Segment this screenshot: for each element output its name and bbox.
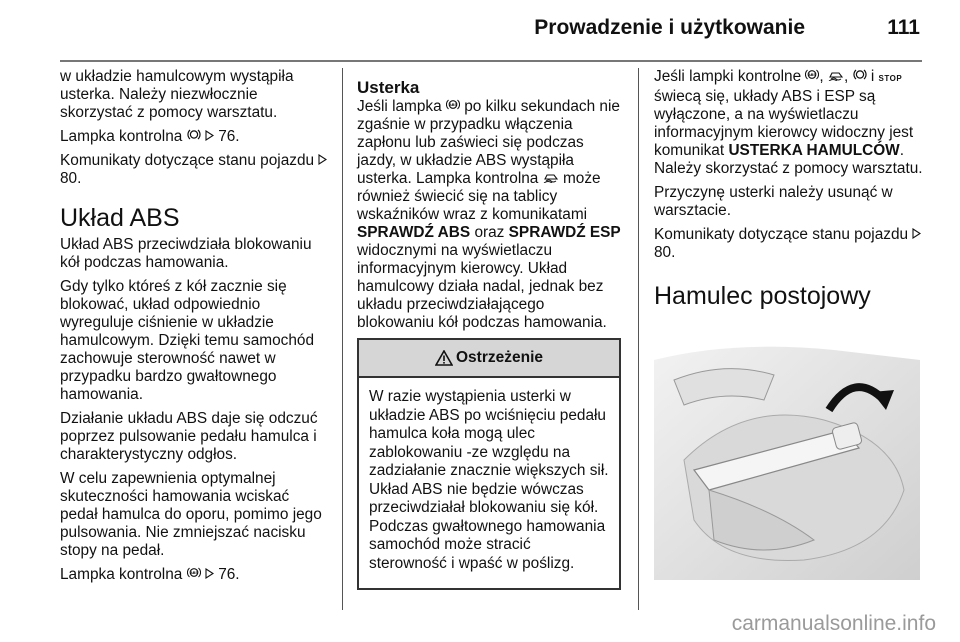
paragraph: Gdy tylko któreś z kół zacznie się blokować, układ odpowiednio wyreguluje ciśnienie w układzie hamulcowym. Dzięki temu samochód zachowuje sterowność nawet w przypadku bardzo gwałtownego hamowania. [60, 278, 315, 403]
page-reference-arrow-icon [912, 226, 921, 244]
vehicle-messages-reference: Komunikaty dotyczące stanu pojazdu 80. [60, 152, 330, 188]
paragraph: Układ ABS przeciwdziała blokowaniu kół podczas hamowania. [60, 236, 312, 271]
abs-lamp-icon [446, 98, 460, 116]
brake-lamp-icon [187, 128, 201, 146]
watermark: carmanualsonline.info [731, 612, 936, 635]
header-title: Prowadzenie i użytkowanie [534, 16, 805, 39]
parking-brake-illustration [654, 340, 920, 580]
warning-box [357, 338, 621, 590]
svg-text:ABS: ABS [189, 571, 198, 575]
esp-car-icon [543, 170, 559, 188]
page-reference-arrow-icon [318, 152, 327, 170]
column-3 [654, 68, 924, 314]
paragraph: Jeśli lampka ABS po kilku sekundach nie zgaśnie w przypadku włączenia zapłonu lub zaświeci się podczas jazdy, w układzie ABS wystąpiła usterka. Lampka kontrolna może również świecić się na tablicy wskaźników wraz z komunikatami SPRAWDŹ ABS oraz SPRAWDŹ ESP widocznymi na wyświetlaczu informacyjnym kierowcy. Układ hamulcowy działa nadal, jednak bez układu przeciwdziałającego blokowaniu kół podczas hamowania. [357, 98, 621, 331]
warning-triangle-icon [435, 350, 453, 366]
vehicle-messages-reference: Komunikaty dotyczące stanu pojazdu 80. [654, 226, 924, 262]
page-reference-arrow-icon [205, 566, 214, 584]
subsection-heading-fault: Usterka [357, 78, 420, 97]
brake-lamp-icon [853, 68, 867, 86]
paragraph: W celu zapewnienia optymalnej skuteczności hamowania wciskać pedał hamulca do oporu, pomimo jego pulsowania. Nie zmniejszać nacisku stopy na pedał. [60, 470, 322, 559]
lamp-reference: Lampka kontrolna 76. [60, 128, 240, 145]
svg-text:ABS: ABS [808, 73, 817, 77]
section-heading-parking-brake: Hamulec postojowy [654, 282, 871, 310]
column-divider [342, 68, 343, 610]
page-header [40, 14, 920, 50]
warning-text: W razie wystąpienia usterki w układzie ABS po wciśnięciu pedału hamulca koła mogą ulec zablokowaniu -ze względu na zadziałanie znacznie większych sił. Układ ABS nie będzie wówczas przeciwdziałał blokowaniu się kół. Podczas gwałtownego hamowania samochód może stracić sterowność i wpaść w poślizg. [369, 388, 609, 572]
esp-car-icon [828, 68, 844, 86]
paragraph: Działanie układu ABS daje się odczuć poprzez pulsowanie pedału hamulca i charakterystyczny odgłos. [60, 410, 318, 463]
warning-title: Ostrzeżenie [455, 349, 543, 366]
page-reference-arrow-icon [205, 128, 214, 146]
message-check-abs: SPRAWDŹ ABS [357, 224, 471, 241]
message-check-esp: SPRAWDŹ ESP [508, 224, 621, 241]
column-1 [60, 68, 330, 590]
column-divider [638, 68, 639, 610]
svg-text:ABS: ABS [449, 103, 457, 107]
message-brake-fault: USTERKA HAMULCÓW [728, 142, 900, 159]
lamp-reference: Lampka kontrolna ABS 76. [60, 566, 240, 583]
header-rule [60, 60, 922, 62]
stop-lamp-icon: STOP [878, 74, 903, 83]
column-2 [357, 68, 625, 338]
paragraph: Jeśli lampki kontrolne ABS , , i STOP świecą się, układy ABS i ESP są wyłączone, a na wyświetlaczu informacyjnym kierowcy widoczny jest komunikat USTERKA HAMULCÓW. Należy skorzystać z pomocy warsztatu. [654, 68, 923, 177]
abs-lamp-icon [805, 68, 819, 86]
paragraph: w układzie hamulcowym wystąpiła usterka. Należy niezwłocznie skorzystać z pomocy warsztatu. [60, 68, 294, 121]
page-number: 111 [887, 16, 920, 39]
paragraph: Przyczynę usterki należy usunąć w warsztacie. [654, 184, 893, 219]
warning-header [359, 340, 619, 378]
abs-lamp-icon [187, 566, 201, 584]
section-heading-abs: Układ ABS [60, 204, 180, 232]
